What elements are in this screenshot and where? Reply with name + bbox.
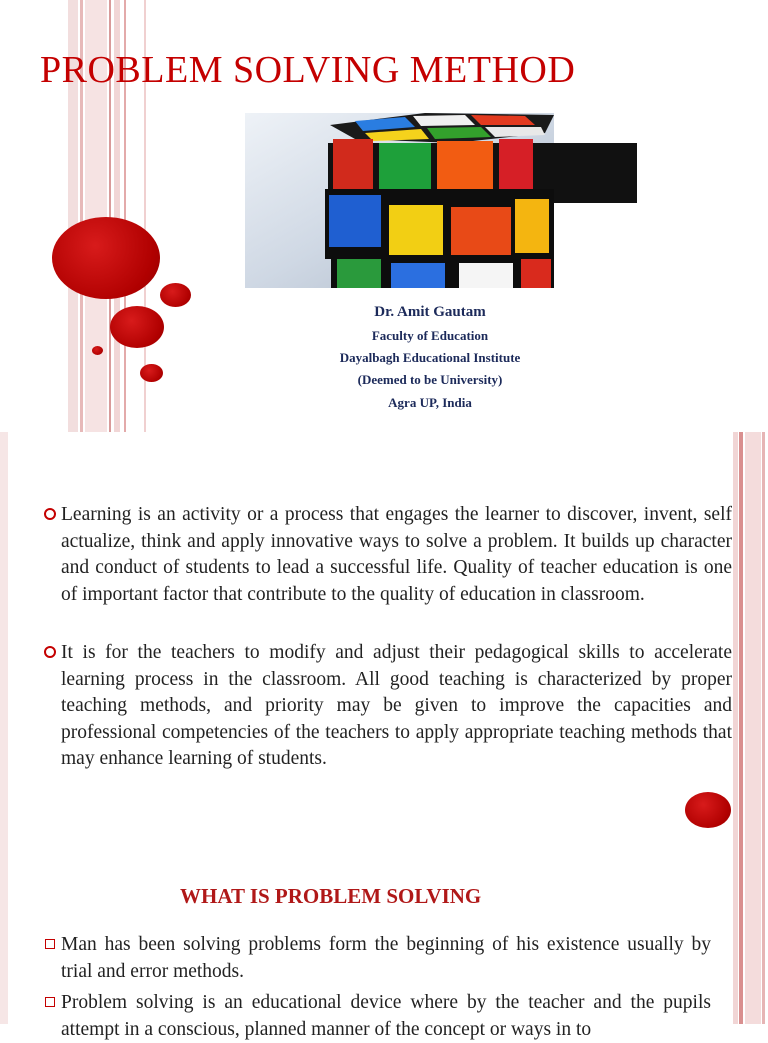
affiliation-line: Dayalbagh Educational Institute	[339, 350, 521, 365]
decorative-circle	[140, 364, 163, 382]
decorative-stripe	[762, 432, 765, 1024]
rubiks-cube-image	[245, 113, 554, 288]
content-slide	[0, 432, 768, 1040]
decorative-circle	[685, 792, 731, 828]
title-slide	[0, 0, 768, 432]
decorative-stripe	[733, 432, 738, 1024]
decorative-stripe	[0, 432, 8, 1024]
section-heading: WHAT IS PROBLEM SOLVING	[180, 884, 482, 908]
circle-bullet-icon	[44, 646, 56, 658]
affiliation-line: (Deemed to be University)	[357, 372, 503, 387]
author-name: Dr. Amit Gautam	[374, 304, 486, 320]
square-bullet-icon	[45, 997, 55, 1007]
list-item: Problem solving is an educational device where by the teacher and the pupils attempt in a conscious, planned manner of the concept or ways in to	[61, 992, 711, 1040]
decorative-circle-large	[52, 217, 160, 299]
square-bullet-icon	[45, 939, 55, 949]
list-item: Man has been solving problems form the beginning of his existence usually by trial and error methods.	[61, 934, 711, 982]
decorative-circle	[110, 306, 164, 348]
body-paragraph: It is for the teachers to modify and adjust their pedagogical skills to accelerate learning process in the classroom. All good teaching is characterized by proper teaching methods, and priority may be given to improve the capacities and professional competencies of the teachers to apply appropriate teaching methods that may enhance learning of students.	[61, 642, 732, 769]
circle-bullet-icon	[44, 508, 56, 520]
affiliation-line: Faculty of Education	[371, 328, 489, 343]
decorative-circle	[160, 283, 191, 307]
decorative-stripe	[739, 432, 743, 1024]
decorative-stripe	[745, 432, 761, 1024]
slide-title: PROBLEM SOLVING METHOD	[40, 49, 576, 91]
body-paragraph: Learning is an activity or a process that engages the learner to discover, invent, self actualize, think and apply innovative ways to solve a problem. It builds up character and conduct of students to lead a successful life. Quality of teacher education is one of important factor that contribute to the quality of education in classroom.	[61, 504, 732, 605]
affiliation-line: Agra UP, India	[388, 395, 472, 410]
decorative-circle	[92, 346, 103, 355]
